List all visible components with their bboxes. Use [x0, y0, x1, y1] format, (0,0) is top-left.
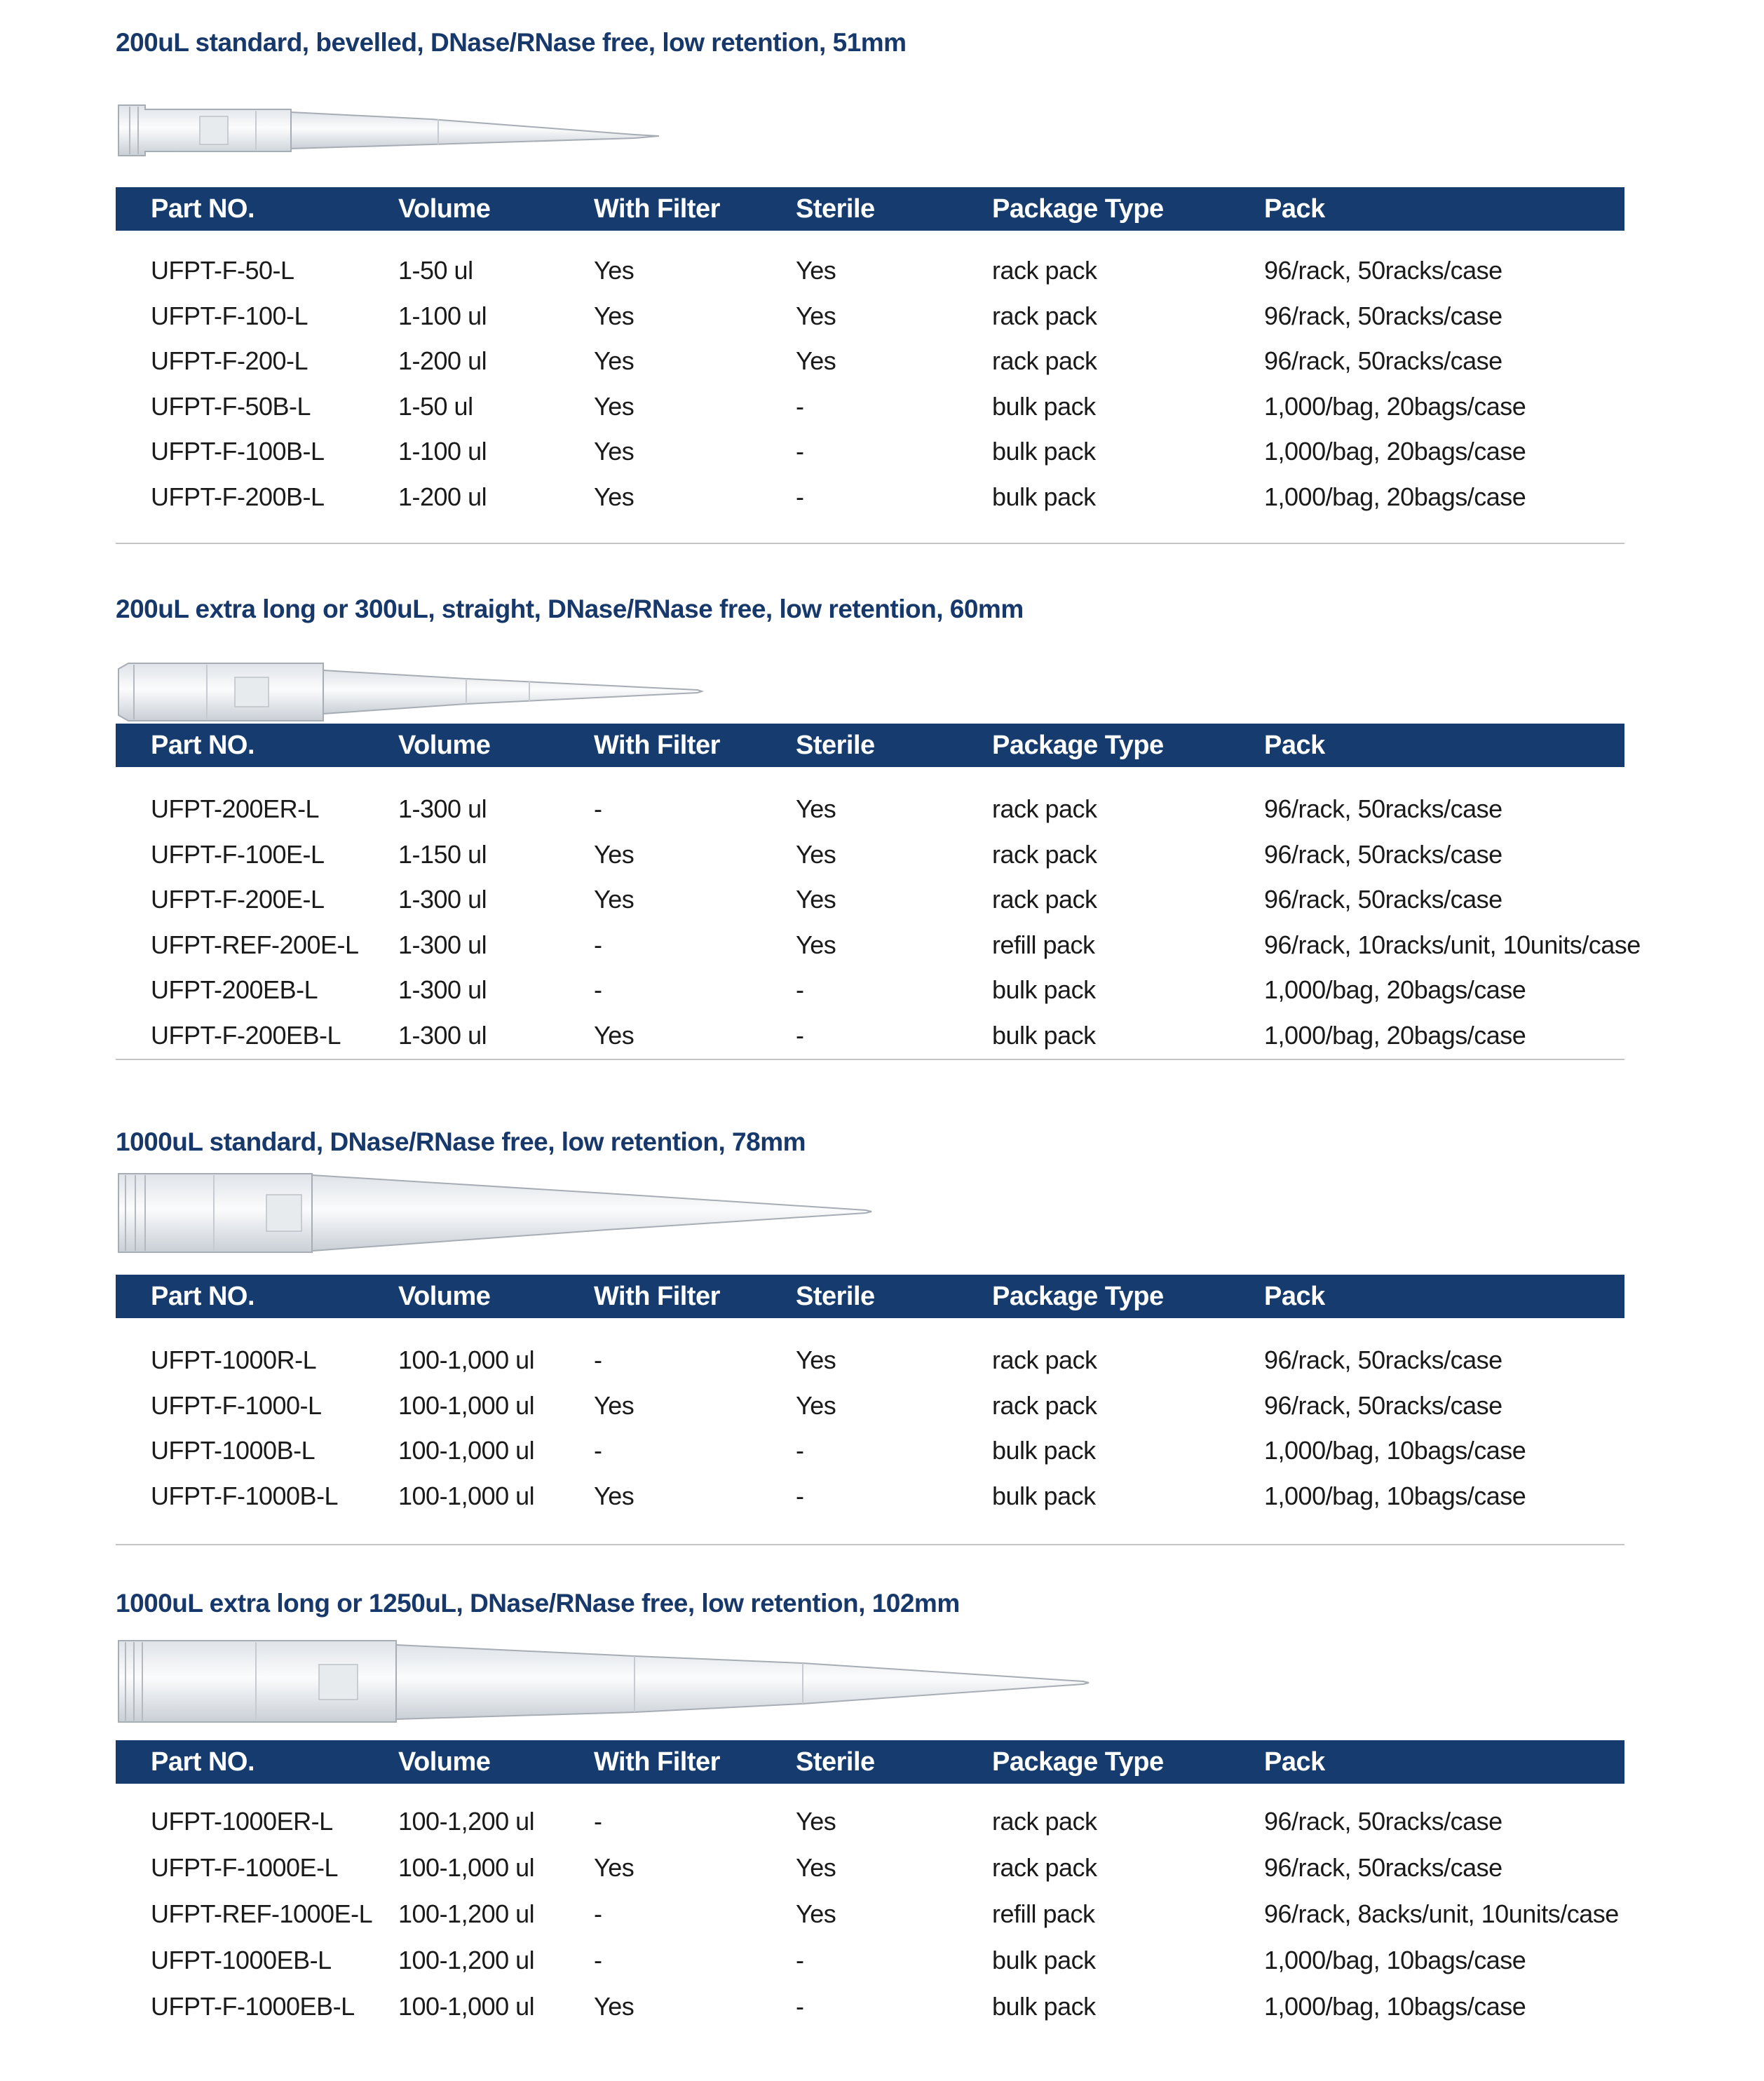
pack: 96/rack, 10racks/unit, 10units/case	[1264, 930, 1641, 959]
pack: 96/rack, 50racks/case	[1264, 1807, 1502, 1836]
sterile: Yes	[796, 839, 836, 869]
section-title: 1000uL extra long or 1250uL, DNase/RNase free, low retention, 102mm	[116, 1589, 960, 1618]
table-header	[116, 724, 1624, 767]
package-type: refill pack	[992, 1899, 1095, 1928]
col-volume: Volume	[398, 731, 491, 760]
package-type: bulk pack	[992, 1436, 1096, 1465]
table-body	[116, 787, 1641, 1058]
table-row	[116, 1428, 1624, 1474]
table-row	[116, 1938, 1624, 1984]
sterile: Yes	[796, 1853, 836, 1882]
part-no: UFPT-F-1000E-L	[151, 1853, 339, 1882]
table-row	[116, 968, 1624, 1013]
with-filter: -	[594, 975, 602, 1004]
col-part-no: Part NO.	[151, 731, 255, 760]
pack: 96/rack, 50racks/case	[1264, 1390, 1502, 1420]
package-type: rack pack	[992, 1853, 1097, 1882]
col-pack: Pack	[1264, 194, 1325, 224]
volume: 1-150 ul	[398, 839, 487, 869]
pack: 96/rack, 50racks/case	[1264, 1345, 1502, 1374]
with-filter: -	[594, 1899, 602, 1928]
pack: 1,000/bag, 10bags/case	[1264, 1992, 1526, 2021]
col-package-type: Package Type	[992, 1282, 1164, 1311]
col-with-filter: With Filter	[594, 1747, 720, 1777]
pack: 96/rack, 50racks/case	[1264, 794, 1502, 823]
pipette-tip-51mm-image	[116, 74, 663, 187]
sterile: Yes	[796, 346, 836, 375]
table-row	[116, 384, 1624, 430]
part-no: UFPT-F-100B-L	[151, 437, 325, 466]
volume: 100-1,200 ul	[398, 1807, 535, 1836]
package-type: bulk pack	[992, 1020, 1096, 1050]
part-no: UFPT-F-200-L	[151, 346, 308, 375]
package-type: rack pack	[992, 256, 1097, 285]
table-body	[116, 1799, 1624, 2031]
col-part-no: Part NO.	[151, 1747, 255, 1777]
with-filter: Yes	[594, 1481, 635, 1510]
sterile: -	[796, 1946, 804, 1974]
table-header	[116, 1275, 1624, 1318]
part-no: UFPT-1000ER-L	[151, 1807, 333, 1836]
volume: 1-50 ul	[398, 391, 473, 421]
part-no: UFPT-F-1000EB-L	[151, 1992, 355, 2021]
with-filter: Yes	[594, 1992, 635, 2021]
pack: 1,000/bag, 10bags/case	[1264, 1481, 1526, 1510]
table-row	[116, 1799, 1624, 1845]
volume: 1-300 ul	[398, 930, 487, 959]
part-no: UFPT-F-100-L	[151, 301, 308, 330]
with-filter: Yes	[594, 482, 635, 511]
volume: 100-1,000 ul	[398, 1436, 535, 1465]
package-type: bulk pack	[992, 1481, 1096, 1510]
sterile: -	[796, 1481, 804, 1510]
table-row	[116, 787, 1624, 832]
package-type: rack pack	[992, 301, 1097, 330]
part-no: UFPT-200EB-L	[151, 975, 318, 1004]
section-title: 1000uL standard, DNase/RNase free, low retention, 78mm	[116, 1127, 806, 1156]
col-package-type: Package Type	[992, 731, 1164, 760]
with-filter: -	[594, 1946, 602, 1974]
package-type: bulk pack	[992, 391, 1096, 421]
part-no: UFPT-F-50-L	[151, 256, 294, 285]
col-pack: Pack	[1264, 1282, 1325, 1311]
sterile: Yes	[796, 1345, 836, 1374]
table-header	[116, 187, 1624, 231]
table-header	[116, 1740, 1624, 1784]
volume: 1-300 ul	[398, 794, 487, 823]
package-type: rack pack	[992, 794, 1097, 823]
with-filter: Yes	[594, 301, 635, 330]
table-row	[116, 923, 1641, 968]
with-filter: Yes	[594, 391, 635, 421]
package-type: rack pack	[992, 1345, 1097, 1374]
table-row	[116, 294, 1624, 339]
table-row	[116, 1845, 1624, 1892]
table-row	[116, 339, 1624, 384]
package-type: rack pack	[992, 885, 1097, 914]
pack: 1,000/bag, 20bags/case	[1264, 391, 1526, 421]
table-row	[116, 1984, 1624, 2031]
pack: 96/rack, 50racks/case	[1264, 885, 1502, 914]
volume: 100-1,000 ul	[398, 1345, 535, 1374]
with-filter: Yes	[594, 346, 635, 375]
volume: 100-1,000 ul	[398, 1992, 535, 2021]
package-type: bulk pack	[992, 975, 1096, 1004]
table-body	[116, 1338, 1624, 1519]
part-no: UFPT-F-50B-L	[151, 391, 311, 421]
pack: 1,000/bag, 10bags/case	[1264, 1436, 1526, 1465]
part-no: UFPT-F-200E-L	[151, 885, 325, 914]
with-filter: Yes	[594, 1020, 635, 1050]
pack: 96/rack, 50racks/case	[1264, 256, 1502, 285]
section-title: 200uL standard, bevelled, DNase/RNase free, low retention, 51mm	[116, 28, 907, 57]
col-part-no: Part NO.	[151, 194, 255, 224]
with-filter: Yes	[594, 839, 635, 869]
col-with-filter: With Filter	[594, 731, 720, 760]
with-filter: -	[594, 1807, 602, 1836]
volume: 1-200 ul	[398, 346, 487, 375]
col-with-filter: With Filter	[594, 194, 720, 224]
sterile: Yes	[796, 930, 836, 959]
section-divider	[116, 1544, 1624, 1545]
table-row	[116, 1013, 1624, 1059]
part-no: UFPT-F-100E-L	[151, 839, 325, 869]
volume: 100-1,200 ul	[398, 1946, 535, 1974]
table-row	[116, 1892, 1624, 1938]
col-pack: Pack	[1264, 731, 1325, 760]
table-row	[116, 1383, 1624, 1429]
pack: 1,000/bag, 10bags/case	[1264, 1946, 1526, 1974]
volume: 1-200 ul	[398, 482, 487, 511]
col-sterile: Sterile	[796, 1747, 875, 1777]
sterile: Yes	[796, 256, 836, 285]
col-package-type: Package Type	[992, 194, 1164, 224]
col-volume: Volume	[398, 194, 491, 224]
part-no: UFPT-F-1000B-L	[151, 1481, 339, 1510]
package-type: rack pack	[992, 346, 1097, 375]
part-no: UFPT-200ER-L	[151, 794, 320, 823]
part-no: UFPT-REF-200E-L	[151, 930, 359, 959]
part-no: UFPT-1000EB-L	[151, 1946, 332, 1974]
package-type: rack pack	[992, 839, 1097, 869]
part-no: UFPT-F-200EB-L	[151, 1020, 341, 1050]
part-no: UFPT-REF-1000E-L	[151, 1899, 373, 1928]
table-row	[116, 475, 1624, 520]
sterile: -	[796, 482, 804, 511]
package-type: bulk pack	[992, 1992, 1096, 2021]
sterile: Yes	[796, 885, 836, 914]
pack: 96/rack, 50racks/case	[1264, 346, 1502, 375]
col-volume: Volume	[398, 1282, 491, 1311]
sterile: -	[796, 975, 804, 1004]
with-filter: -	[594, 1436, 602, 1465]
with-filter: Yes	[594, 1853, 635, 1882]
volume: 1-100 ul	[398, 301, 487, 330]
with-filter: Yes	[594, 1390, 635, 1420]
table-row	[116, 877, 1624, 923]
sterile: -	[796, 1436, 804, 1465]
volume: 1-50 ul	[398, 256, 473, 285]
col-package-type: Package Type	[992, 1747, 1164, 1777]
sterile: Yes	[796, 794, 836, 823]
package-type: rack pack	[992, 1807, 1097, 1836]
with-filter: -	[594, 930, 602, 959]
volume: 100-1,200 ul	[398, 1899, 535, 1928]
package-type: rack pack	[992, 1390, 1097, 1420]
table-row	[116, 1338, 1624, 1383]
col-sterile: Sterile	[796, 194, 875, 224]
pack: 1,000/bag, 20bags/case	[1264, 975, 1526, 1004]
col-volume: Volume	[398, 1747, 491, 1777]
with-filter: -	[594, 1345, 602, 1374]
sterile: -	[796, 1992, 804, 2021]
pack: 96/rack, 50racks/case	[1264, 301, 1502, 330]
pack: 1,000/bag, 20bags/case	[1264, 1020, 1526, 1050]
package-type: bulk pack	[992, 1946, 1096, 1974]
volume: 1-100 ul	[398, 437, 487, 466]
col-sterile: Sterile	[796, 731, 875, 760]
sterile: Yes	[796, 1390, 836, 1420]
pack: 96/rack, 50racks/case	[1264, 1853, 1502, 1882]
with-filter: Yes	[594, 256, 635, 285]
volume: 100-1,000 ul	[398, 1390, 535, 1420]
table-body	[116, 248, 1624, 520]
pack: 1,000/bag, 20bags/case	[1264, 437, 1526, 466]
with-filter: Yes	[594, 885, 635, 914]
pipette-tip-102mm-image	[116, 1635, 1097, 1726]
pack: 96/rack, 8acks/unit, 10units/case	[1264, 1899, 1619, 1928]
with-filter: -	[594, 794, 602, 823]
sterile: -	[796, 391, 804, 421]
table-row	[116, 832, 1624, 878]
table-row	[116, 248, 1624, 294]
table-row	[116, 429, 1624, 475]
section-divider	[116, 1059, 1624, 1060]
sterile: Yes	[796, 301, 836, 330]
volume: 100-1,000 ul	[398, 1853, 535, 1882]
col-with-filter: With Filter	[594, 1282, 720, 1311]
sterile: -	[796, 437, 804, 466]
with-filter: Yes	[594, 437, 635, 466]
sterile: Yes	[796, 1807, 836, 1836]
package-type: bulk pack	[992, 482, 1096, 511]
pack: 1,000/bag, 20bags/case	[1264, 482, 1526, 511]
col-sterile: Sterile	[796, 1282, 875, 1311]
part-no: UFPT-1000R-L	[151, 1345, 317, 1374]
volume: 1-300 ul	[398, 975, 487, 1004]
package-type: bulk pack	[992, 437, 1096, 466]
col-part-no: Part NO.	[151, 1282, 255, 1311]
volume: 1-300 ul	[398, 885, 487, 914]
part-no: UFPT-1000B-L	[151, 1436, 316, 1465]
part-no: UFPT-F-200B-L	[151, 482, 325, 511]
section-divider	[116, 543, 1624, 544]
volume: 1-300 ul	[398, 1020, 487, 1050]
sterile: -	[796, 1020, 804, 1050]
section-title: 200uL extra long or 300uL, straight, DNase/RNase free, low retention, 60mm	[116, 595, 1024, 623]
package-type: refill pack	[992, 930, 1095, 959]
volume: 100-1,000 ul	[398, 1481, 535, 1510]
pipette-tip-78mm-image	[116, 1160, 880, 1265]
table-row	[116, 1474, 1624, 1519]
sterile: Yes	[796, 1899, 836, 1928]
pack: 96/rack, 50racks/case	[1264, 839, 1502, 869]
part-no: UFPT-F-1000-L	[151, 1390, 322, 1420]
col-pack: Pack	[1264, 1747, 1325, 1777]
